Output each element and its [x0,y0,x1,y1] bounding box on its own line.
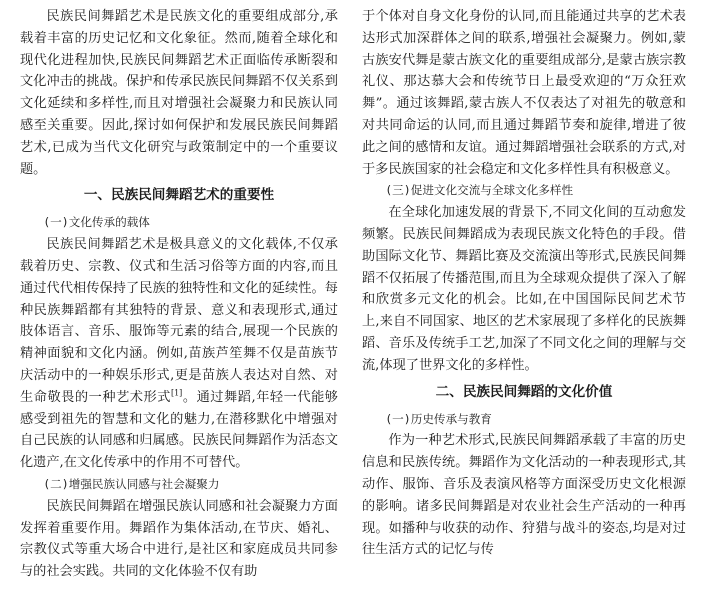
section-heading-cultural-value: 二、民族民间舞蹈的文化价值 [435,383,613,400]
cultural-carrier-paragraph [20,234,338,474]
identity-cohesion-paragraph-continued: 于个体对自身文化身份的认同,而且能通过共享的艺术表达形式加深群体之间的联系,增强社会凝聚力。例如,蒙古族安代舞是蒙古族文化的重要组成部分,是蒙古族宗教礼仪、那达慕大会和传统节日上最受欢迎的“万众狂欢舞”。通过该舞蹈,蒙古族人不仅表达了对祖先的敬意和对共同命运的认同,而且通过舞蹈节奏和旋律,增进了彼此之间的感情和友谊。通过舞蹈增强社会联系的方式,对于多民族国家的社会稳定和文化多样性具有积极意义。 [362,9,686,177]
subsection-heading-cultural-exchange: (三)促进文化交流与全球文化多样性 [385,183,574,198]
subsection-heading-history-education: (一)历史传承与教育 [385,411,492,426]
right-column [362,6,686,561]
citation-mark: [1] [170,388,183,398]
subsection-heading-cultural-carrier: (一)文化传承的载体 [43,215,150,230]
cultural-carrier-text-b: 。通过舞蹈,年轻一代能够感受到祖先的智慧和文化的魅力,在潜移默化中增强对自己民族的认同感和归属感。民族民间舞蹈作为活态文化遗产,在文化传承中的作用不可替代。 [20,389,338,471]
cultural-carrier-text-a: 民族民间舞蹈艺术是极具意义的文化载体,不仅承载着历史、宗教、仪式和生活习俗等方面的内容,而且通过代代相传保持了民族的独特性和文化的延续性。每种民族舞蹈都有其独特的背景、意义和表现形式,通过肢体语言、音乐、服饰等元素的结合,展现一个民族的精神面貌和文化内涵。例如,苗族芦笙舞不仅是苗族节庆活动中的一种娱乐形式,更是苗族人表达对自然、对生命敬畏的一种艺术形式 [20,237,338,405]
identity-cohesion-paragraph-start: 民族民间舞蹈在增强民族认同感和社会凝聚力方面发挥着重要作用。舞蹈作为集体活动,在节庆、婚礼、宗教仪式等重大场合中进行,是社区和家庭成员共同参与的社会实践。共同的文化体验不仅有助 [20,498,338,580]
history-education-paragraph: 作为一种艺术形式,民族民间舞蹈承载了丰富的历史信息和民族传统。舞蹈作为文化活动的一种表现形式,其动作、服饰、音乐及表演风格等方面深受历史文化根源的影响。诸多民间舞蹈是对农业社会生产活动的一种再现。如播种与收获的动作、狩猎与战斗的姿态,均是对过往生活方式的记忆与传 [362,433,686,558]
subsection-heading-identity-cohesion: (二)增强民族认同感与社会凝聚力 [43,476,220,491]
cultural-exchange-paragraph: 在全球化加速发展的背景下,不同文化间的互动愈发频繁。民族民间舞蹈成为表现民族文化特色的手段。借助国际文化节、舞蹈比赛及交流演出等形式,民族民间舞蹈不仅拓展了传播范围,而且为全球观众提供了深入了解和欣赏多元文化的机会。比如,在中国国际民间艺术节上,来自不同国家、地区的艺术家展现了多样化的民族舞蹈、音乐及传统手工艺,加深了不同文化之间的理解与交流,体现了世界文化的多样性。 [362,205,686,373]
intro-paragraph: 民族民间舞蹈艺术是民族文化的重要组成部分,承载着丰富的历史记忆和文化象征。然而,随着全球化和现代化进程加快,民族民间舞蹈艺术正面临传承断裂和文化冲击的挑战。保护和传承民族民间舞蹈不仅关系到文化延续和多样性,而且对增强社会凝聚力和民族认同感至关重要。因此,探讨如何保护和发展民族民间舞蹈艺术,已成为当代文化研究与政策制定中的一个重要议题。 [20,9,338,177]
section-heading-importance: 一、民族民间舞蹈艺术的重要性 [83,187,275,204]
left-column [20,6,338,583]
